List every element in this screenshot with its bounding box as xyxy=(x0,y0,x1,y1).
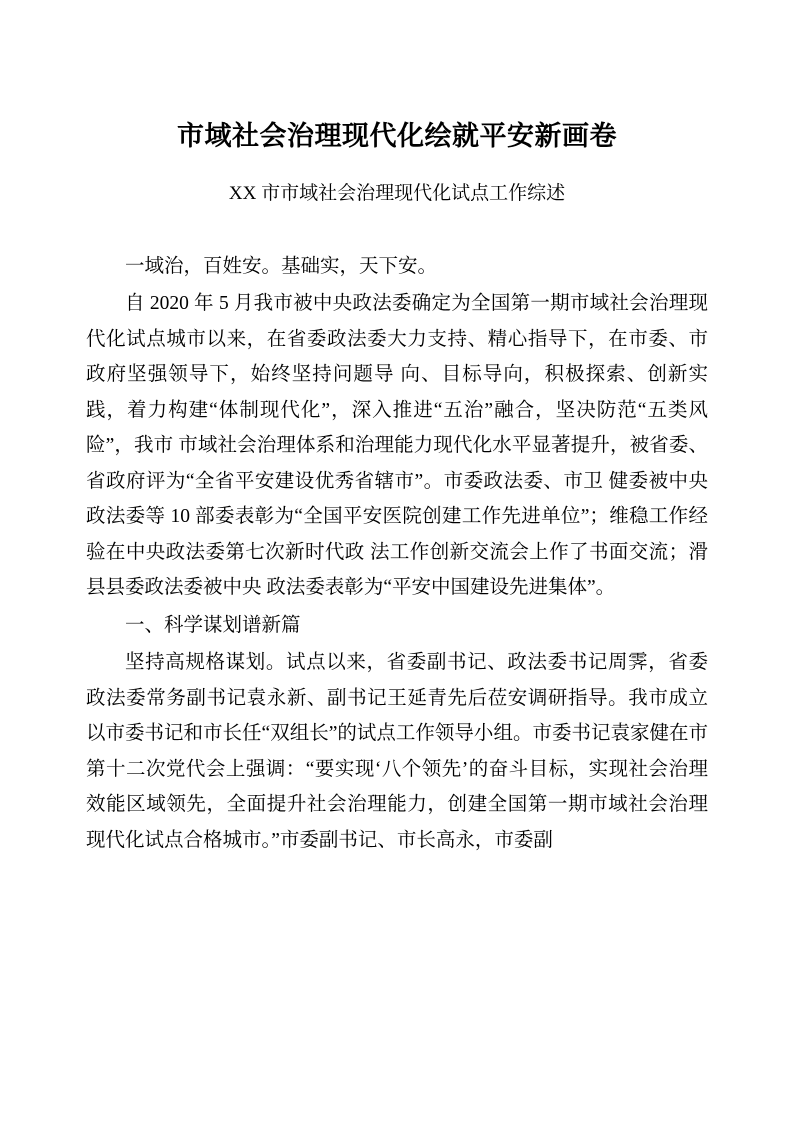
paragraph-body-1: 自 2020 年 5 月我市被中央政法委确定为全国第一期市域社会治理现代化试点城市以来，在省委政法委大力支持、精心指导下，在市委、市政府坚强领导下，始终坚持问题导 向、目标导向，积极探索、创新实践，着力构建“体制现代化”，深入推进“五治”融合，坚决防范“五类风险”，我市 市域社会治理体系和治理能力现代化水平显著提升，被省委、省政府评为“全省平安建设优秀省辖市”。市委政法委、市卫 健委被中央政法委等 10 部委表彰为“全国平安医院创建工作先进单位”；维稳工作经验在中央政法委第七次新时代政 法工作创新交流会上作了书面交流；滑县县委政法委被中央 政法委表彰为“平安中国建设先进集体”。 xyxy=(86,293,708,599)
paragraph-intro: 一域治，百姓安。基础实，天下安。 xyxy=(125,255,438,277)
page-title: 市域社会治理现代化绘就平安新画卷 xyxy=(177,121,617,151)
section-heading-1: 一、科学谋划谱新篇 xyxy=(125,614,301,636)
page-subtitle: XX 市市域社会治理现代化试点工作综述 xyxy=(228,183,566,205)
paragraph-body-2: 坚持高规格谋划。试点以来，省委副书记、政法委书记周霁，省委政法委常务副书记袁永新、副书记王延青先后莅安调研指导。我市成立以市委书记和市长任“双组长”的试点工作领导小组。市委书记袁家健在市第十二次党代会上强调：“要实现‘八个领先’的奋斗目标，实现社会治理效能区域领先，全面提升社会治理能力，创建全国第一期市域社会治理现代化试点合格城市。”市委副书记、市长高永，市委副 xyxy=(86,652,708,851)
